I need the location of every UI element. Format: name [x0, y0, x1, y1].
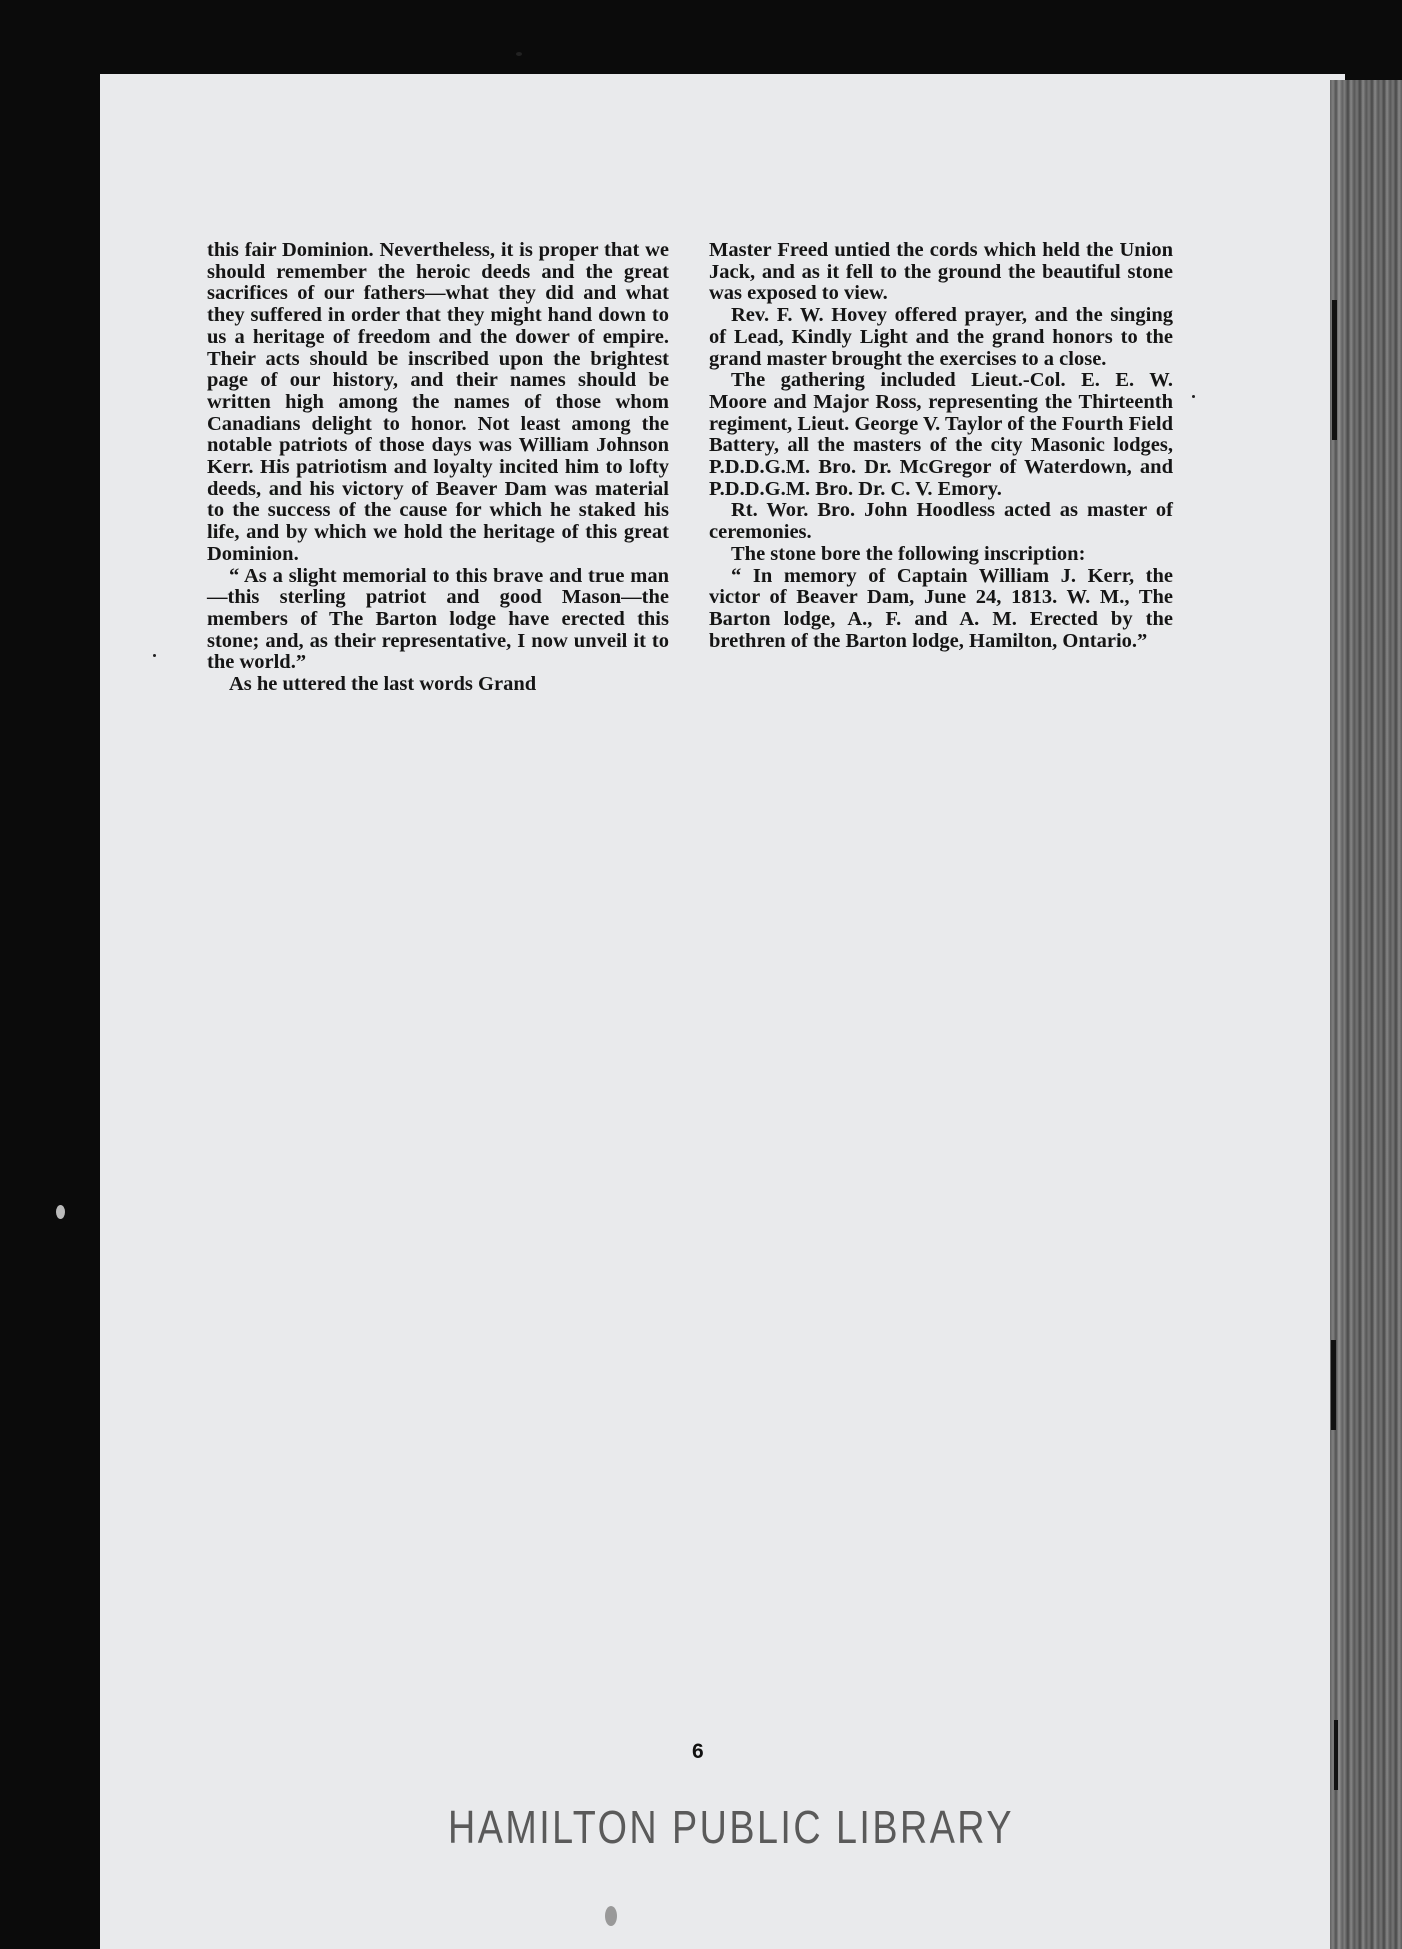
edge-mark — [1332, 300, 1337, 440]
paragraph: Rt. Wor. Bro. John Hoodless acted as master of ceremonies. — [709, 499, 1173, 544]
speck — [153, 654, 156, 657]
speck — [1192, 395, 1195, 398]
paragraph: “ As a slight memorial to this brave and true man—this sterling patriot and good Mason—the members of The Barton lodge have erected this stone; and, as their representative, I now unveil it to the world.” — [207, 564, 669, 674]
library-stamp: HAMILTON PUBLIC LIBRARY — [448, 1801, 1014, 1853]
speck — [516, 52, 522, 56]
right-column — [709, 240, 1173, 652]
left-column — [207, 240, 669, 696]
edge-mark — [1331, 1340, 1336, 1430]
paragraph: As he uttered the last words Grand — [229, 673, 537, 696]
speck — [605, 1906, 617, 1926]
page-edge-strip — [1330, 80, 1402, 1949]
paragraph: this fair Dominion. Nevertheless, it is proper that we should remember the heroic deeds and the great sacrifices of our fathers—what they did and what they suffered in order that they might hand down to us a heritage of freedom and the dower of empire. Their acts should be inscribed upon the brightest page of our history, and their names should be written high among the names of those whom Canadians delight to honor. Not least among the notable patriots of those days was William Johnson Kerr. His patriotism and loyalty incited him to lofty deeds, and his victory of Beaver Dam was material to the success of the cause for which he staked his life, and by which we hold the heritage of this great Dominion. — [207, 239, 669, 565]
paragraph: “ In memory of Captain William J. Kerr, the victor of Beaver Dam, June 24, 1813. W. M., The Barton lodge, A., F. and A. M. Erected by the brethren of the Barton lodge, Hamilton, Ontario.” — [709, 564, 1173, 652]
speck — [56, 1205, 65, 1219]
paragraph: Master Freed untied the cords which held the Union Jack, and as it fell to the ground the beautiful stone was exposed to view. — [709, 239, 1173, 305]
edge-mark — [1334, 1720, 1338, 1790]
page-number: 6 — [692, 1740, 704, 1763]
paragraph: The stone bore the following inscription: — [731, 542, 1086, 565]
paragraph: Rev. F. W. Hovey offered prayer, and the singing of Lead, Kindly Light and the grand honors to the grand master brought the exercises to a close. — [709, 304, 1173, 370]
paragraph: The gathering included Lieut.-Col. E. E. W. Moore and Major Ross, representing the Thirteenth regiment, Lieut. George V. Taylor of the Fourth Field Battery, all the masters of the city Masonic lodges, P.D.D.G.M. Bro. Dr. McGregor of Waterdown, and P.D.D.G.M. Bro. Dr. C. V. Emory. — [709, 369, 1173, 500]
